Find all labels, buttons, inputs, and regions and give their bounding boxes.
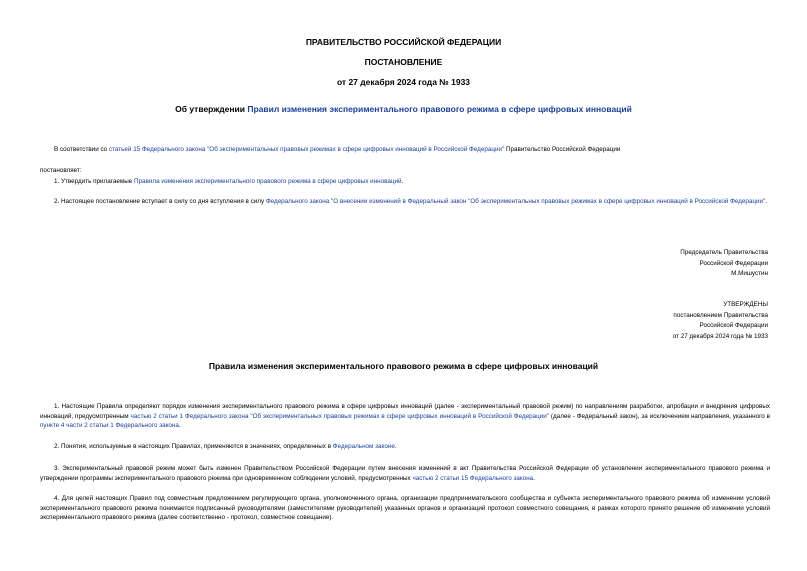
- rules-heading: Правила изменения экспериментального правового режима в сфере цифровых инноваций: [208, 361, 599, 371]
- approval-date: от 27 декабря 2024 года № 1933: [672, 332, 768, 340]
- rule-1-part2: (далее - Федеральный закон), за исключением направления, указанного в: [549, 412, 771, 420]
- document-title-prefix: Об утверждении: [175, 104, 248, 114]
- intro-suffix: Правительство Российской Федерации: [504, 146, 621, 153]
- item-2-prefix: 2. Настоящее постановление вступает в силу со дня вступления в силу: [54, 198, 266, 205]
- government-heading: ПРАВИТЕЛЬСТВО РОССИЙСКОЙ ФЕДЕРАЦИИ: [305, 37, 502, 47]
- law-part-2-article-15-link[interactable]: частью 2 статьи 15 Федерального закона: [412, 474, 534, 482]
- rule-1-paragraph: [40, 402, 770, 431]
- law-part-2-article-1-link[interactable]: частью 2 статьи 1 Федерального закона "Об экспериментальных правовых режимах в сфере цифровых инноваций в Российской Федерации": [130, 412, 550, 420]
- intro-paragraph: [40, 145, 770, 155]
- rule-2-prefix: 2. Понятия, используемые в настоящих Правилах, применяются в значениях, определенных в: [54, 443, 333, 450]
- signature-block: [680, 248, 768, 280]
- law-item-4-part-2-link[interactable]: пункте 4 части 2 статьи 1 Федерального закона: [40, 422, 179, 430]
- federal-law-link[interactable]: Федеральном законе: [332, 443, 395, 450]
- rule-1-part1: 1. Настоящие Правила определяют порядок изменения экспериментального правового режима в сфере цифровых инноваций (далее - экспериментальный правовой режим) по направлениям разработки, апробации и внедрения цифровых инноваций, предусмотренным: [40, 403, 770, 420]
- rule-3-paragraph: [40, 464, 770, 483]
- rule-1-part3: .: [178, 422, 181, 430]
- amendment-law-link[interactable]: Федерального закона "О внесении изменений в Федеральный закон "Об экспериментальных правовых режимах в сфере цифровых инноваций в Российской Федерации": [265, 198, 766, 205]
- signature-position: Председатель Правительства: [680, 249, 768, 256]
- document-date-number: от 27 декабря 2024 года № 1933: [336, 77, 471, 87]
- rule-2-suffix: .: [394, 443, 397, 450]
- item-2-suffix: .: [765, 198, 768, 205]
- rules-link[interactable]: Правила изменения экспериментального правового режима в сфере цифровых инноваций: [134, 178, 402, 185]
- approval-block: [673, 300, 768, 342]
- rule-4-paragraph: 4. Для целей настоящих Правил под совместным предложением регулирующего органа, уполномоченного органа, организации предпринимательского сообщества и субъекта экспериментального правового режима об изменении условий экспериментального правового режима понимается подписанный руководителями (заместителями руководителей) указанных органов и организаций протокол совместного совещания, в рамках которого принято решение об изменении условий экспериментального правового режима (далее соответственно - протокол, совместное совещание).: [40, 495, 770, 522]
- document-title: [0, 104, 807, 114]
- signature-name: М.Мишустин: [731, 270, 768, 278]
- approval-title: УТВЕРЖДЕНЫ: [723, 301, 768, 308]
- item-2-paragraph: [40, 197, 770, 207]
- rule-3-prefix: 3. Экспериментальный правовой режим может быть изменен Правительством Российской Федерации путем внесения изменений в акт Правительства Российской Федерации об установлении экспериментального правового режима и утверждении программы экспериментального правового режима при одновременном соблюдении условий, предусмотренных: [40, 465, 770, 482]
- rules-title-link[interactable]: Правил изменения экспериментального правового режима в сфере цифровых инноваций: [247, 104, 632, 114]
- approval-by: постановлением Правительства: [673, 311, 768, 319]
- intro-prefix: В соответствии со: [54, 146, 109, 153]
- rule-3-suffix: .: [533, 474, 535, 482]
- rule-2-paragraph: [40, 442, 770, 452]
- document-type-heading: ПОСТАНОВЛЕНИЕ: [364, 57, 443, 67]
- item-1-prefix: 1. Утвердить прилагаемые: [54, 178, 134, 185]
- signature-country: Российской Федерации: [699, 259, 768, 267]
- item-1-paragraph: [40, 177, 770, 187]
- item-1-suffix: .: [401, 178, 404, 185]
- approval-country: Российской Федерации: [699, 322, 768, 330]
- postanovlyaet-text: постановляет:: [40, 167, 82, 174]
- law-article-15-link[interactable]: статьей 15 Федерального закона "Об экспериментальных правовых режимах в сфере цифровых инноваций в Российской Федерации": [108, 146, 505, 153]
